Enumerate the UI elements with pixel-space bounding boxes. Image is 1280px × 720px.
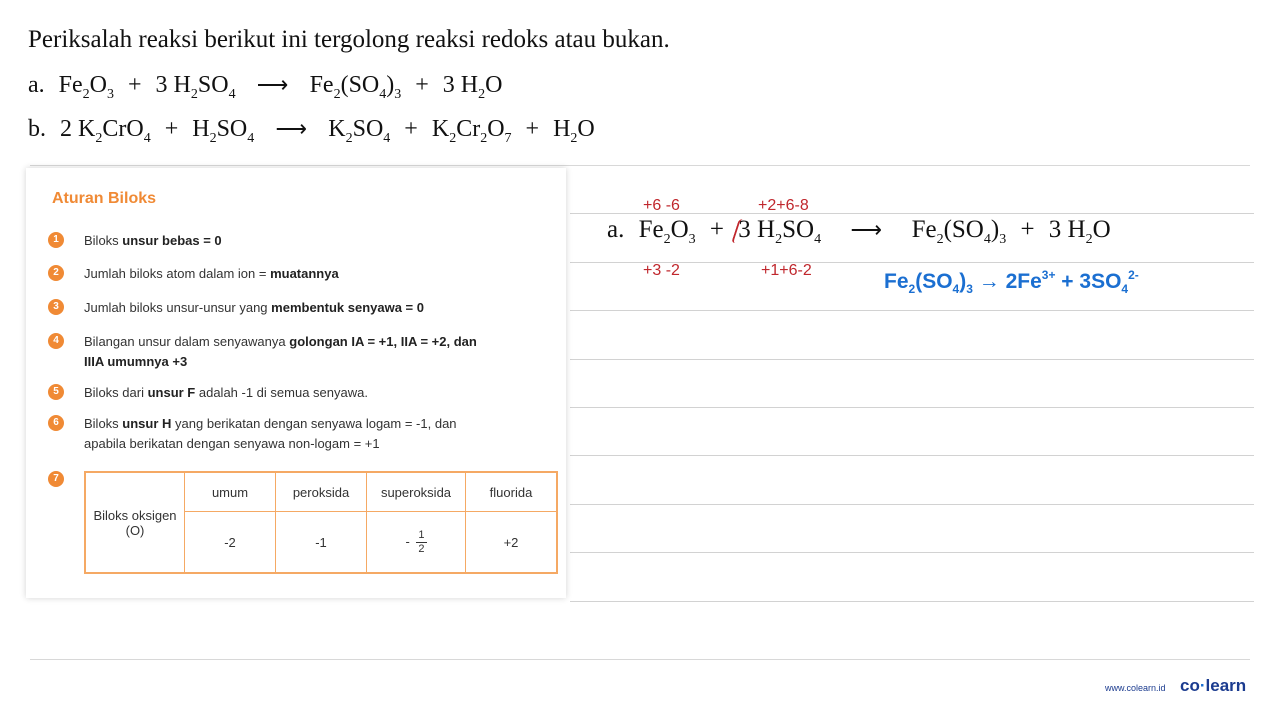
rules-card [26, 168, 566, 598]
table-cell: - $\frac{1}{2}$ [367, 512, 466, 574]
rule-item-3: 3 Jumlah biloks unsur-unsur yang membentuk senyawa = 0 [48, 298, 524, 318]
ruled-line [570, 407, 1254, 408]
answer-equation: a. $Fe_2O_3 + 3$ $H_2SO_4$ ⟶ $Fe_2(SO_4)_3 + 3$ $H_2O$ [607, 216, 1111, 247]
table-header: fluorida [466, 472, 558, 512]
footer-url[interactable]: www.colearn.id [1105, 683, 1166, 693]
ruled-line [570, 601, 1254, 602]
arrow-icon: ⟶ [850, 217, 883, 242]
table-header: umum [185, 472, 276, 512]
number-badge: 7 [48, 471, 64, 487]
table-cell: -2 [185, 512, 276, 574]
rule-item-6: 6 Biloks unsur H yang berikatan dengan senyawa logam = -1, dan apabila berikatan dengan senyawa non-logam = +1 [48, 414, 484, 454]
table-header: peroksida [276, 472, 367, 512]
table-header: superoksida [367, 472, 466, 512]
annotation-total-top-right: +2+6-8 [758, 197, 809, 214]
annotation-biloks-bottom-left: +3 -2 [643, 262, 680, 279]
number-badge: 6 [48, 415, 64, 431]
colearn-logo: co·learn [1180, 676, 1247, 695]
arrow-icon: ⟶ [256, 72, 289, 97]
arrow-icon: ⟶ [275, 116, 308, 141]
number-badge: 2 [48, 265, 64, 281]
number-badge: 5 [48, 384, 64, 400]
number-badge: 1 [48, 232, 64, 248]
rule-item-4: 4 Bilangan unsur dalam senyawanya golongan IA = +1, IIA = +2, dan IIIA umumnya +3 [48, 332, 484, 372]
equation-b: b. 2 $K_2CrO_4 + H_2SO_4$ ⟶ $K_2SO_4 + K_2Cr_2O_7 + H_2O$ [28, 116, 595, 146]
rule-item-1: 1 Biloks unsur bebas = 0 [48, 231, 524, 251]
table-row-label: Biloks oksigen (O) [85, 472, 185, 573]
card-title: Aturan Biloks [52, 190, 157, 207]
table-cell: -1 [276, 512, 367, 574]
ruled-line [30, 659, 1250, 660]
ruled-line [570, 359, 1254, 360]
oxygen-biloks-table [84, 471, 558, 574]
annotation-biloks-bottom-right: +1+6-2 [761, 262, 812, 279]
number-badge: 3 [48, 299, 64, 315]
number-badge: 4 [48, 333, 64, 349]
rule-item-5: 5 Biloks dari unsur F adalah -1 di semua senyawa. [48, 383, 524, 403]
table-cell: +2 [466, 512, 558, 574]
question-text: Periksalah reaksi berikut ini tergolong reaksi redoks atau bukan. [28, 26, 670, 53]
crossed-coefficient: 3 [738, 216, 751, 244]
ruled-line [570, 552, 1254, 553]
rule-item-2: 2 Jumlah biloks atom dalam ion = muatannya [48, 264, 524, 284]
equation-a: a. $Fe_2O_3 + 3$ $H_2SO_4$ ⟶ $Fe_2(SO_4)_3 + 3$ $H_2O$ [28, 72, 503, 102]
annotation-total-top-left: +6 -6 [643, 197, 680, 214]
ionization-equation: $Fe_2(SO_4)_3 \to 2Fe^{3+} + 3SO_4^{2-}$ [884, 268, 1139, 296]
ruled-line [30, 165, 1250, 166]
ruled-line [570, 310, 1254, 311]
ruled-line [570, 455, 1254, 456]
strike-mark-icon [731, 219, 759, 243]
ruled-line [570, 504, 1254, 505]
